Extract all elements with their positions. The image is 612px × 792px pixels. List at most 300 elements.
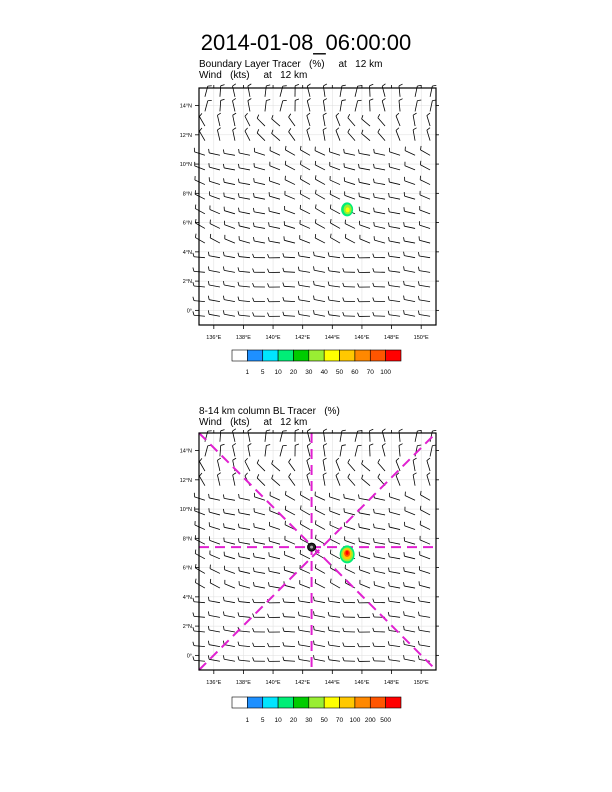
wind-barb xyxy=(404,567,415,573)
wind-barb-shaft xyxy=(225,239,235,243)
wind-barb-shaft xyxy=(315,208,325,213)
wind-barb xyxy=(225,235,235,243)
wind-barb-shaft xyxy=(232,101,234,112)
x-tick-label: 146°E xyxy=(354,680,370,686)
wind-barb xyxy=(217,458,220,471)
wind-barb-feather xyxy=(223,494,224,498)
wind-barb xyxy=(378,114,385,126)
wind-barb-shaft xyxy=(209,270,220,272)
wind-barb-feather xyxy=(396,458,399,461)
wind-barb xyxy=(253,657,265,661)
wind-barb-feather xyxy=(399,99,403,101)
wind-barb-shaft xyxy=(300,224,310,228)
wind-barb xyxy=(328,656,340,661)
wind-barb-feather xyxy=(417,430,421,431)
wind-barb xyxy=(388,568,400,574)
colorbar-label: 70 xyxy=(335,717,344,724)
wind-barb-shaft xyxy=(224,527,235,529)
wind-barb-feather xyxy=(358,269,359,273)
wind-barb xyxy=(265,85,270,97)
wind-barb xyxy=(239,222,250,228)
wind-barb xyxy=(270,492,280,501)
wind-barb-shaft xyxy=(220,445,221,456)
wind-barb-feather xyxy=(358,494,359,498)
wind-barb-feather xyxy=(358,614,359,618)
wind-barb-shaft xyxy=(389,557,400,559)
wind-barb xyxy=(427,458,430,471)
wind-barb xyxy=(253,254,265,258)
wind-barb-feather xyxy=(358,298,359,302)
wind-barb-shaft xyxy=(224,168,235,170)
wind-barb-shaft xyxy=(359,513,370,515)
wind-barb xyxy=(404,626,415,632)
wind-barb-feather xyxy=(388,311,389,315)
wind-barb xyxy=(195,535,205,544)
wind-barb-feather xyxy=(323,429,326,431)
wind-barb-shaft xyxy=(254,557,265,559)
wind-barb xyxy=(323,473,326,486)
wind-barb xyxy=(358,164,370,170)
wind-barb-shaft xyxy=(415,101,417,112)
wind-barb-shaft xyxy=(330,525,340,529)
wind-barb xyxy=(404,237,416,243)
wind-barb-shaft xyxy=(300,239,310,243)
wind-barb-feather xyxy=(389,237,390,241)
wind-barb xyxy=(239,494,250,500)
wind-barb-shaft xyxy=(404,270,415,272)
wind-barb xyxy=(223,296,235,302)
wind-barb xyxy=(418,612,430,618)
wind-barb xyxy=(315,492,325,501)
wind-barb xyxy=(314,641,325,647)
wind-barb-shaft xyxy=(210,540,220,544)
wind-barb-shaft xyxy=(239,286,250,287)
wind-barb-shaft xyxy=(270,181,280,185)
wind-barb-feather xyxy=(238,297,239,301)
wind-barb-shaft xyxy=(254,227,265,229)
wind-barb xyxy=(298,296,310,302)
wind-barb-shaft xyxy=(348,132,355,140)
wind-barb-feather xyxy=(314,252,315,256)
wind-barb-shaft xyxy=(239,300,250,301)
wind-barb xyxy=(253,553,265,559)
wind-barb-shaft xyxy=(374,168,385,170)
wind-barb xyxy=(253,628,265,632)
colorbar-label: 5 xyxy=(260,369,265,376)
wind-barb-feather xyxy=(208,296,209,300)
x-tick-label: 136°E xyxy=(206,335,222,341)
wind-barb xyxy=(283,253,295,257)
wind-barb-shaft xyxy=(239,257,250,258)
wind-barb-feather xyxy=(208,310,209,314)
wind-barb-feather xyxy=(283,268,284,272)
wind-barb xyxy=(315,234,325,243)
wind-barb xyxy=(358,599,370,603)
wind-barb-feather xyxy=(195,550,196,554)
wind-barb-shaft xyxy=(359,197,370,200)
colorbar-swatch xyxy=(340,697,355,708)
wind-barb xyxy=(253,643,265,647)
colorbar-label: 70 xyxy=(366,369,374,376)
wind-barb-feather xyxy=(268,614,269,618)
wind-barb-shaft xyxy=(399,445,400,456)
wind-barb xyxy=(239,208,250,214)
wind-barb xyxy=(300,235,310,243)
wind-barb-shaft xyxy=(269,196,280,199)
wind-barb-feather xyxy=(195,205,196,209)
colorbar-label: 5 xyxy=(260,717,265,724)
wind-barb-feather xyxy=(330,550,331,554)
wind-barb-feather xyxy=(238,509,239,513)
wind-barb-feather xyxy=(374,553,375,557)
wind-barb xyxy=(329,148,340,155)
wind-barb xyxy=(345,191,355,199)
wind-barb-shaft xyxy=(225,570,235,574)
x-tick-label: 148°E xyxy=(384,335,400,341)
wind-barb xyxy=(223,310,235,316)
wind-barb xyxy=(360,580,370,588)
wind-barb-feather xyxy=(432,430,436,431)
wind-barb-shaft xyxy=(427,130,430,141)
wind-barb-shaft xyxy=(284,617,295,618)
wind-barb-feather xyxy=(268,283,269,287)
wind-barb xyxy=(336,458,340,471)
wind-barb xyxy=(418,641,430,647)
wind-barb-feather xyxy=(418,296,419,300)
wind-barb xyxy=(217,113,220,126)
wind-barb-feather xyxy=(254,193,255,197)
wind-barb-feather xyxy=(314,611,315,615)
wind-barb-shaft xyxy=(389,527,400,529)
wind-barb-feather xyxy=(199,113,202,116)
wind-barb-feather xyxy=(307,443,310,445)
wind-barb-feather xyxy=(199,128,202,131)
wind-barb-feather xyxy=(238,598,239,602)
wind-barb-feather xyxy=(374,567,375,571)
wind-barb-shaft xyxy=(195,539,205,544)
wind-barb-shaft xyxy=(300,164,310,169)
wind-barb xyxy=(388,311,400,316)
wind-barb-shaft xyxy=(404,300,415,302)
wind-barb-feather xyxy=(330,205,331,209)
wind-barb-feather xyxy=(217,458,220,460)
wind-barb-shaft xyxy=(299,616,310,618)
wind-barb-shaft xyxy=(209,167,220,170)
wind-barb xyxy=(328,252,340,257)
wind-barb-shaft xyxy=(389,645,400,646)
wind-barb xyxy=(382,429,385,442)
wind-barb-shaft xyxy=(307,116,310,127)
site-marker-center-icon xyxy=(310,546,313,549)
wind-barb-shaft xyxy=(340,101,342,112)
wind-barb xyxy=(389,193,400,199)
wind-barb-feather xyxy=(399,429,403,431)
wind-barb-shaft xyxy=(315,165,325,170)
wind-barb xyxy=(300,146,310,155)
wind-barb-feather xyxy=(328,612,329,616)
wind-barb-shaft xyxy=(299,645,310,647)
wind-barb xyxy=(343,613,355,617)
wind-barb-shaft xyxy=(345,195,355,199)
wind-barb-shaft xyxy=(217,115,220,126)
wind-barb xyxy=(315,161,325,170)
wind-barb-shaft xyxy=(284,316,295,317)
wind-barb xyxy=(373,193,385,199)
wind-barb-feather xyxy=(358,599,359,603)
wind-barb-shaft xyxy=(284,602,295,603)
wind-barb-feather xyxy=(298,281,299,285)
wind-barb-shaft xyxy=(336,116,340,126)
wind-barb-shaft xyxy=(314,285,325,287)
wind-barb-shaft xyxy=(239,183,250,185)
wind-barb-feather xyxy=(343,312,344,316)
wind-barb-shaft xyxy=(307,446,310,457)
y-tick-label: 14°N xyxy=(179,103,192,110)
wind-barb xyxy=(295,84,299,96)
wind-barb-feather xyxy=(253,223,254,227)
wind-barb xyxy=(210,205,220,213)
wind-barb-feather xyxy=(239,494,240,498)
wind-barb xyxy=(295,429,299,441)
wind-barb-shaft xyxy=(389,271,400,272)
wind-barb-feather xyxy=(374,164,375,168)
wind-barb xyxy=(269,552,280,559)
y-tick-label: 12°N xyxy=(179,132,192,139)
wind-barb-shaft xyxy=(419,256,430,258)
wind-barb-feather xyxy=(193,253,194,257)
wind-barb-shaft xyxy=(245,116,250,126)
wind-barb-shaft xyxy=(374,153,385,155)
wind-barb-shaft xyxy=(389,542,400,544)
wind-barb-feather xyxy=(238,612,239,616)
colorbar-swatch xyxy=(386,697,401,708)
wind-barb-feather xyxy=(257,460,259,464)
wind-barb xyxy=(232,443,235,456)
wind-barb xyxy=(269,567,280,573)
wind-barb xyxy=(298,597,310,603)
wind-barb-shaft xyxy=(329,256,340,257)
wind-barb-feather xyxy=(328,627,329,631)
colorbar-swatch xyxy=(263,697,278,708)
wind-barb xyxy=(315,579,325,588)
wind-barb-feather xyxy=(413,128,416,130)
wind-barb-feather xyxy=(283,283,284,287)
wind-barb xyxy=(373,283,385,287)
wind-barb xyxy=(223,509,235,515)
wind-barb-feather xyxy=(208,281,209,285)
y-tick-label: 4°N xyxy=(182,594,192,601)
wind-barb xyxy=(285,146,295,155)
wind-barb xyxy=(253,208,265,214)
wind-barb xyxy=(248,99,251,112)
wind-barb xyxy=(289,128,295,140)
wind-barb-shaft xyxy=(195,223,205,228)
wind-barb-shaft xyxy=(285,150,295,155)
wind-barb-shaft xyxy=(344,153,355,155)
wind-barb-feather xyxy=(193,642,194,646)
wind-barb xyxy=(389,493,400,500)
colorbar-label: 10 xyxy=(274,717,282,724)
wind-barb-feather xyxy=(268,313,269,317)
wind-barb xyxy=(208,252,220,258)
wind-barb-feather xyxy=(358,628,359,632)
wind-barb xyxy=(359,178,370,184)
colorbar-swatch xyxy=(324,697,339,708)
wind-barb xyxy=(195,176,205,185)
wind-barb xyxy=(195,219,205,228)
wind-barb xyxy=(330,162,340,170)
wind-barb-feather xyxy=(268,582,269,586)
wind-barb-shaft xyxy=(405,181,415,185)
wind-barb xyxy=(268,658,280,662)
wind-barb xyxy=(348,114,355,126)
colorbar-label: 30 xyxy=(305,369,313,376)
wind-barb-shaft xyxy=(255,497,265,500)
wind-barb-feather xyxy=(373,538,374,542)
wind-barb xyxy=(268,298,280,302)
wind-barb xyxy=(382,84,385,97)
wind-barb-feather xyxy=(253,237,254,241)
wind-barb-feather xyxy=(343,268,344,272)
wind-barb xyxy=(373,297,385,301)
wind-barb xyxy=(238,656,250,661)
wind-barb-feather xyxy=(314,641,315,645)
wind-barb-shaft xyxy=(225,584,235,588)
wind-barb xyxy=(300,491,310,500)
wind-barb-feather xyxy=(268,298,269,302)
wind-barb-shaft xyxy=(195,525,205,530)
wind-barb-feather xyxy=(404,655,405,659)
wind-barb-shaft xyxy=(210,224,220,229)
wind-barb-shaft xyxy=(289,462,295,471)
wind-barb-shaft xyxy=(330,554,340,559)
wind-barb-shaft xyxy=(405,166,415,170)
wind-barb xyxy=(307,443,310,456)
wind-barb-feather xyxy=(248,84,251,86)
wind-barb xyxy=(217,473,220,486)
wind-barb-feather xyxy=(238,164,239,168)
wind-barb xyxy=(330,507,340,515)
wind-barb xyxy=(209,494,220,500)
wind-barb-feather xyxy=(328,656,329,660)
y-tick-label: 10°N xyxy=(179,162,192,169)
wind-barb xyxy=(330,176,340,184)
wind-barb-feather xyxy=(223,164,224,168)
wind-barb-feather xyxy=(370,99,374,101)
wind-barb-shaft xyxy=(254,212,265,214)
plume-contour-50 xyxy=(346,207,350,212)
wind-barb xyxy=(300,190,310,199)
wind-barb-shaft xyxy=(289,477,295,486)
wind-barb-feather xyxy=(295,429,299,430)
wind-barb xyxy=(388,282,400,287)
wind-barb-feather xyxy=(417,85,421,86)
wind-barb-shaft xyxy=(210,195,220,199)
wind-barb xyxy=(239,567,250,573)
wind-barb-feather xyxy=(378,459,380,463)
wind-barb-feather xyxy=(418,612,419,616)
wind-barb-feather xyxy=(307,458,310,460)
wind-barb xyxy=(233,473,236,486)
wind-barb xyxy=(268,628,280,632)
wind-barb xyxy=(323,128,326,141)
wind-barb-feather xyxy=(396,128,399,131)
colorbar-label: 1 xyxy=(245,369,250,376)
wind-barb-shaft xyxy=(413,130,415,141)
wind-barb xyxy=(330,579,340,588)
wind-barb-shaft xyxy=(209,285,220,287)
x-tick-label: 142°E xyxy=(295,335,311,341)
wind-barb-feather xyxy=(233,128,236,130)
wind-barb-shaft xyxy=(285,210,295,214)
wind-barb-shaft xyxy=(404,615,415,617)
wind-barb-shaft xyxy=(205,446,208,457)
wind-barb xyxy=(373,628,385,632)
wind-barb xyxy=(285,551,295,559)
wind-barb xyxy=(344,522,355,529)
wind-barb-shaft xyxy=(389,512,400,515)
colorbar-swatch xyxy=(324,350,339,361)
wind-barb xyxy=(415,85,421,96)
wind-barb-shaft xyxy=(284,631,295,632)
wind-barb xyxy=(389,148,400,155)
wind-barb xyxy=(285,191,295,199)
wind-barb xyxy=(217,128,220,141)
wind-barb-shaft xyxy=(330,497,340,500)
wind-barb-shaft xyxy=(209,498,220,500)
wind-barb-feather xyxy=(298,641,299,645)
wind-barb-shaft xyxy=(314,300,325,302)
wind-barb-shaft xyxy=(300,209,310,214)
wind-barb-feather xyxy=(432,85,436,86)
wind-barb-feather xyxy=(295,84,299,85)
wind-barb xyxy=(427,113,430,126)
wind-barb-shaft xyxy=(314,630,325,632)
wind-barb-feather xyxy=(307,473,310,475)
wind-barb-shaft xyxy=(345,540,355,544)
wind-barb-shaft xyxy=(209,601,220,603)
wind-barb xyxy=(210,579,220,588)
colorbar-label: 50 xyxy=(320,717,328,724)
wind-barb-shaft xyxy=(374,513,385,515)
wind-barb xyxy=(336,128,340,141)
wind-barb xyxy=(257,460,265,471)
wind-barb xyxy=(284,566,295,573)
wind-barb xyxy=(285,206,295,214)
wind-barb-shaft xyxy=(307,461,310,472)
wind-barb-shaft xyxy=(323,446,325,457)
y-tick-label: 6°N xyxy=(182,220,192,227)
wind-barb-shaft xyxy=(330,194,340,199)
wind-barb-shaft xyxy=(359,527,370,529)
wind-barb-shaft xyxy=(378,463,385,471)
wind-barb xyxy=(413,128,416,141)
wind-barb-shaft xyxy=(284,272,295,273)
colorbar-label: 40 xyxy=(320,369,328,376)
wind-barb xyxy=(232,84,235,97)
wind-barb xyxy=(238,179,250,185)
wind-barb-shaft xyxy=(299,315,310,317)
wind-barb-shaft xyxy=(360,570,370,574)
wind-barb-feather xyxy=(404,582,405,586)
wind-barb xyxy=(238,193,250,199)
wind-barb xyxy=(238,538,250,544)
wind-barb xyxy=(280,431,287,442)
wind-barb-feather xyxy=(399,444,403,446)
wind-barb-feather xyxy=(404,626,405,630)
wind-barb-feather xyxy=(289,459,291,462)
wind-barb-feather xyxy=(389,523,390,527)
